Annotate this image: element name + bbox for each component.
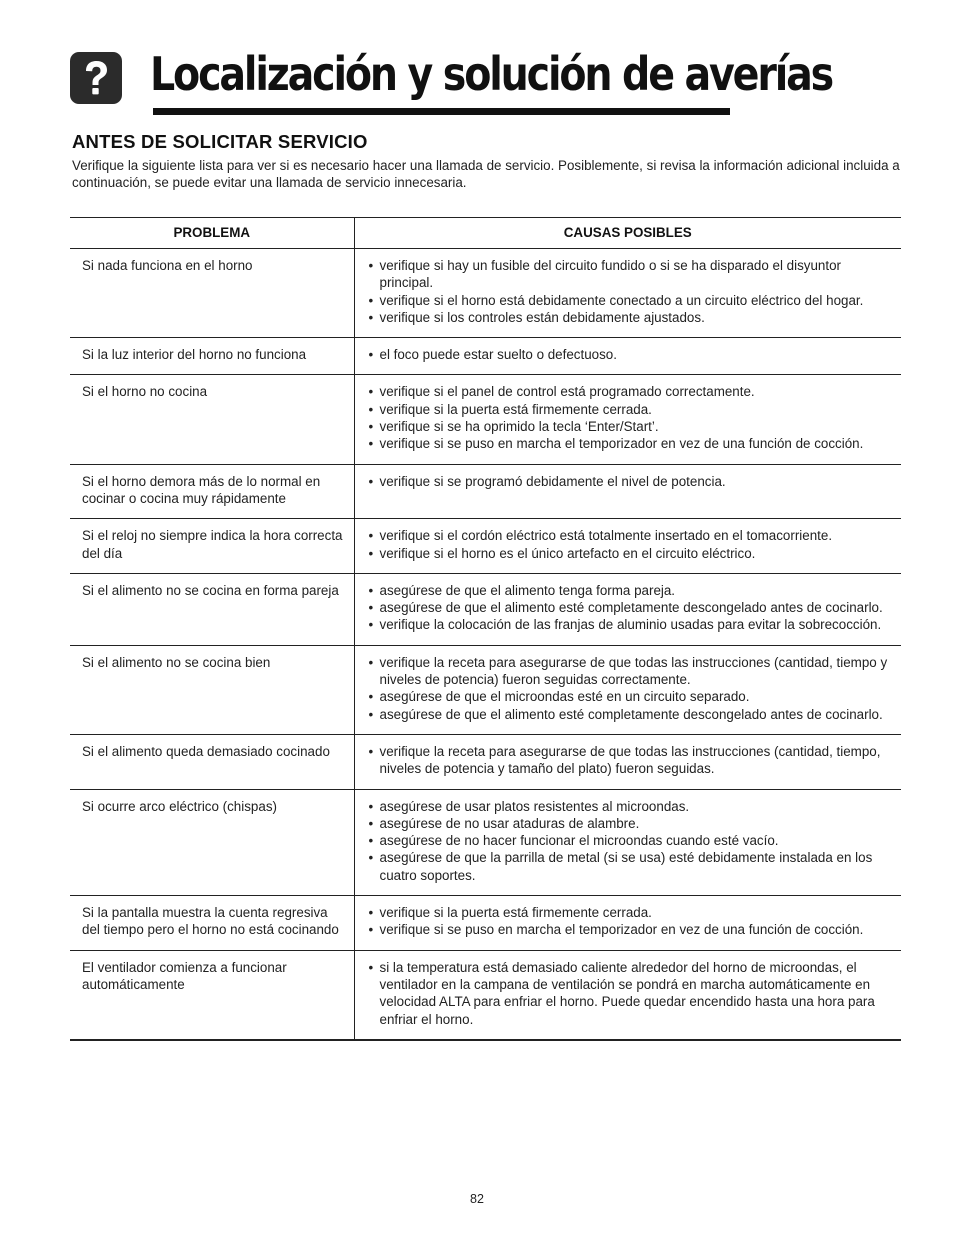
table-row [70,950,901,1040]
cause-item: • si la temperatura está demasiado caliente alrededor del horno de microondas, el ventilador en la campana de ventilación se pondrá en marcha automáticamente en velocidad ALTA para enfriar el horno. Puede quedar encendido hasta una hora para enfriar el horno. [369,959,896,1028]
cause-item: • verifique la receta para asegurarse de que todas las instrucciones (cantidad, tiempo, niveles de potencia y tamaño del plato) fueron seguidas. [369,743,896,778]
causes-list [369,959,896,1028]
cause-item: • asegúrese de usar platos resistentes al microondas. [369,798,896,815]
causes-list [369,582,896,634]
problem-cell: Si el alimento no se cocina bien [70,645,354,734]
table-header-row [70,218,901,249]
causes-cell [354,789,901,895]
table-row [70,573,901,645]
cause-item: • el foco puede estar suelto o defectuoso. [369,346,896,363]
table-row [70,375,901,464]
column-header-causes: CAUSAS POSIBLES [354,218,901,249]
cause-item: • verifique si el horno es el único artefacto en el circuito eléctrico. [369,545,896,562]
cause-item: • verifique si se programó debidamente el nivel de potencia. [369,473,896,490]
causes-cell [354,519,901,574]
cause-item: • asegúrese de que la parrilla de metal (si se usa) esté debidamente instalada en los cuatro soportes. [369,849,896,884]
question-mark-icon [70,52,122,104]
table-row [70,645,901,734]
table-row [70,249,901,338]
troubleshooting-table [70,217,901,1041]
column-header-problem: PROBLEMA [70,218,354,249]
cause-item: • verifique si se ha oprimido la tecla ‘Enter/Start’. [369,418,896,435]
cause-item: • verifique si los controles están debidamente ajustados. [369,309,896,326]
causes-cell [354,734,901,789]
causes-list [369,257,896,326]
causes-list [369,346,896,363]
cause-item: • verifique la colocación de las franjas de aluminio usadas para evitar la sobrecocción. [369,616,896,633]
page-number: 82 [470,1192,484,1206]
cause-item: • asegúrese de que el alimento esté completamente descongelado antes de cocinarlo. [369,599,896,616]
causes-list [369,383,896,452]
table-row [70,896,901,951]
table-row [70,464,901,519]
causes-list [369,798,896,884]
causes-list [369,654,896,723]
cause-item: • verifique si el panel de control está programado correctamente. [369,383,896,400]
problem-cell: Si el alimento no se cocina en forma pareja [70,573,354,645]
table-row [70,519,901,574]
causes-cell [354,338,901,375]
title-underline [153,108,730,115]
cause-item: • verifique si se puso en marcha el temporizador en vez de una función de cocción. [369,435,896,452]
problem-cell: Si el horno demora más de lo normal en cocinar o cocina muy rápidamente [70,464,354,519]
page-title: Localización y solución de averías [150,47,833,101]
cause-item: • asegúrese de no usar ataduras de alambre. [369,815,896,832]
table-row [70,734,901,789]
causes-cell [354,464,901,519]
cause-item: • verifique si se puso en marcha el temporizador en vez de una función de cocción. [369,921,896,938]
causes-cell [354,573,901,645]
cause-item: • verifique si la puerta está firmemente cerrada. [369,401,896,418]
section-heading: ANTES DE SOLICITAR SERVICIO [72,131,368,152]
causes-list [369,527,896,562]
cause-item: • asegúrese de que el alimento esté completamente descongelado antes de cocinarlo. [369,706,896,723]
causes-cell [354,950,901,1040]
cause-item: • verifique si la puerta está firmemente cerrada. [369,904,896,921]
problem-cell: Si la pantalla muestra la cuenta regresiva del tiempo pero el horno no está cocinando [70,896,354,951]
causes-list [369,904,896,939]
causes-cell [354,375,901,464]
problem-cell: Si la luz interior del horno no funciona [70,338,354,375]
cause-item: • asegúrese de no hacer funcionar el microondas cuando esté vacío. [369,832,896,849]
problem-cell: Si el horno no cocina [70,375,354,464]
problem-cell: Si el reloj no siempre indica la hora correcta del día [70,519,354,574]
table-row [70,789,901,895]
problem-cell: Si el alimento queda demasiado cocinado [70,734,354,789]
cause-item: • verifique la receta para asegurarse de que todas las instrucciones (cantidad, tiempo y niveles de potencia) fueron seguidas correctamente. [369,654,896,689]
cause-item: • verifique si el horno está debidamente conectado a un circuito eléctrico del hogar. [369,292,896,309]
causes-list [369,473,896,490]
causes-list [369,743,896,778]
problem-cell: Si ocurre arco eléctrico (chispas) [70,789,354,895]
causes-cell [354,249,901,338]
intro-paragraph: Verifique la siguiente lista para ver si es necesario hacer una llamada de servicio. Posiblemente, si revisa la información adicional incluida a continuación, se puede evitar una llamada de servicio innecesaria. [72,158,900,191]
problem-cell: Si nada funciona en el horno [70,249,354,338]
cause-item: • verifique si hay un fusible del circuito fundido o si se ha disparado el disyuntor principal. [369,257,896,292]
problem-cell: El ventilador comienza a funcionar automáticamente [70,950,354,1040]
cause-item: • asegúrese de que el alimento tenga forma pareja. [369,582,896,599]
table-body [70,249,901,1040]
cause-item: • verifique si el cordón eléctrico está totalmente insertado en el tomacorriente. [369,527,896,544]
causes-cell [354,645,901,734]
causes-cell [354,896,901,951]
table-row [70,338,901,375]
cause-item: • asegúrese de que el microondas esté en un circuito separado. [369,688,896,705]
